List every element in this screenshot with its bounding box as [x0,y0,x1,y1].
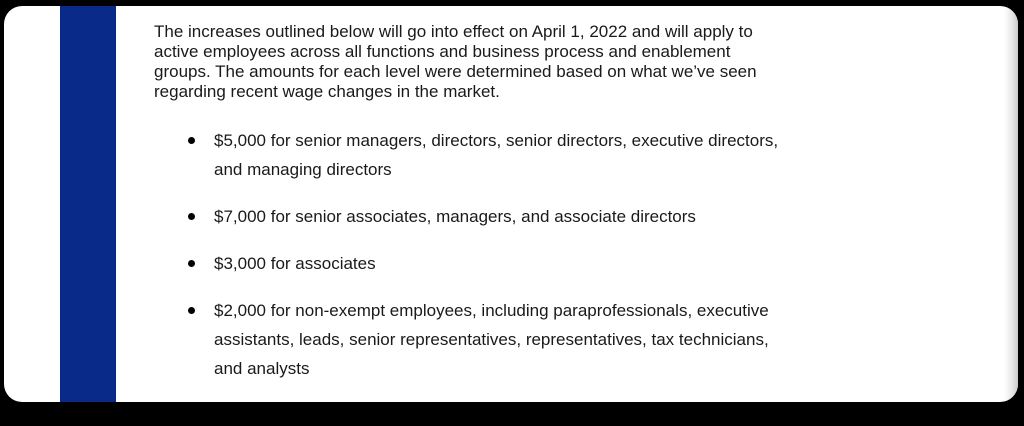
bullet-icon [188,137,195,144]
list-item [154,296,874,383]
intro-line: The increases outlined below will go into effect on April 1, 2022 and will apply to [154,22,753,41]
list-item-line: assistants, leads, senior representatives, representatives, tax technicians, [214,330,769,349]
intro-paragraph [154,22,874,102]
bullet-icon [188,213,195,220]
list-item-line: $7,000 for senior associates, managers, and associate directors [214,207,696,226]
intro-line: groups. The amounts for each level were determined based on what we’ve seen [154,62,757,81]
intro-line: regarding recent wage changes in the market. [154,82,500,101]
list-item [154,249,874,278]
blue-accent-stripe [60,6,116,402]
document-card [4,6,1018,402]
document-body [154,22,874,401]
page-edge-shadow [1004,6,1018,402]
increase-list [154,126,874,383]
bullet-icon [188,307,195,314]
list-item [154,202,874,231]
list-item [154,126,874,184]
list-item-line: $3,000 for associates [214,254,376,273]
bullet-icon [188,260,195,267]
intro-line: active employees across all functions and business process and enablement [154,42,731,61]
list-item-line: $2,000 for non-exempt employees, including paraprofessionals, executive [214,301,769,320]
list-item-line: and analysts [214,359,310,378]
list-item-line: $5,000 for senior managers, directors, senior directors, executive directors, [214,131,779,150]
list-item-line: and managing directors [214,160,392,179]
